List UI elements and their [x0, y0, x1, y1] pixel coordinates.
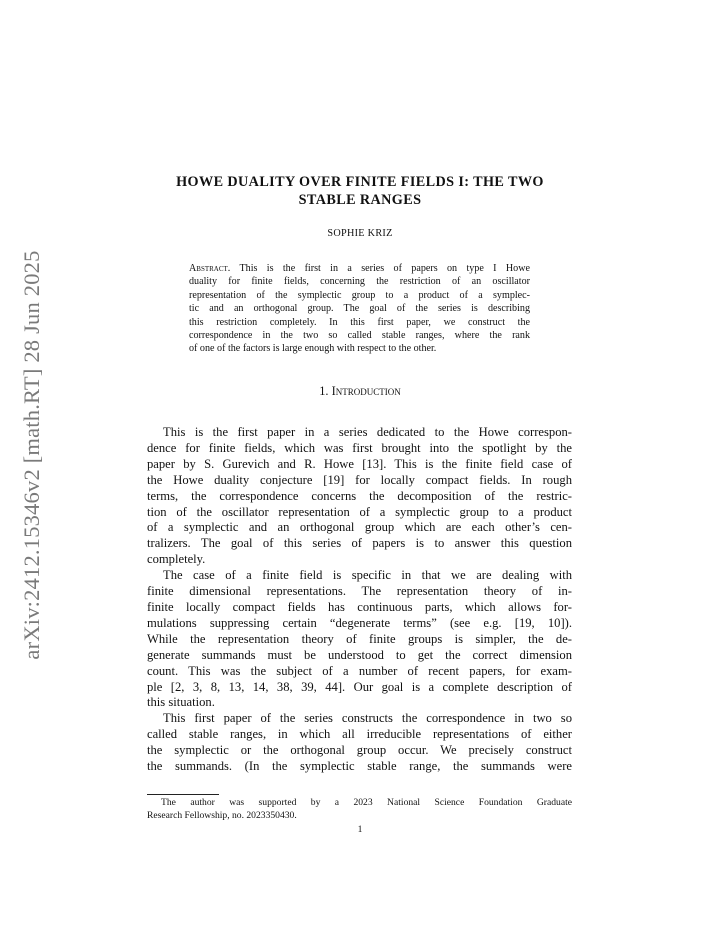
abstract-line: representation of the symplectic group to a product of a symplec-	[189, 289, 530, 301]
body-line: the symplectic or the orthogonal group occur. We precisely construct	[147, 743, 572, 758]
body-line: paper by S. Gurevich and R. Howe [13]. This is the finite field case of	[147, 456, 572, 471]
body-line: tion of the oscillator representation of a symplectic group to a product	[147, 504, 572, 519]
body-line: finite dimensional representations. The representation theory of in-	[147, 584, 572, 599]
abstract-label: Abstract.	[189, 263, 231, 274]
abstract-line	[189, 262, 530, 275]
introduction-body	[147, 425, 572, 775]
body-line: completely.	[147, 552, 206, 567]
section-heading	[148, 384, 572, 399]
body-line: finite locally compact fields has continuous parts, which allows for-	[147, 599, 572, 614]
abstract-line: duality for finite fields, concerning the restriction of an oscillator	[189, 276, 530, 288]
author-name: SOPHIE KRIZ	[327, 228, 393, 239]
body-line: count. This was the subject of a number of recent papers, for exam-	[147, 663, 572, 678]
abstract-line: tic and an orthogonal group. The goal of the series is describing	[189, 303, 530, 315]
body-line: ple [2, 3, 8, 13, 14, 38, 39, 44]. Our goal is a complete description of	[147, 679, 572, 694]
paper-title	[148, 173, 572, 209]
body-line: terms, the correspondence concerns the decomposition of the restric-	[147, 488, 572, 503]
title-line: STABLE RANGES	[298, 192, 422, 208]
body-line: While the representation theory of finite groups is simpler, the de-	[147, 631, 572, 646]
funding-footnote	[147, 797, 572, 822]
page-number: 1	[357, 824, 363, 835]
body-line: dence for finite fields, which was first brought into the spotlight by the	[147, 440, 572, 455]
arxiv-identifier-stamp: arXiv:2412.15346v2 [math.RT] 28 Jun 2025	[19, 250, 44, 660]
footnote-divider	[147, 794, 219, 795]
body-line: the summands. (In the symplectic stable range, the summands were	[147, 759, 572, 774]
body-line: the Howe duality conjecture [19] for locally compact fields. In rough	[147, 472, 572, 487]
section-number: 1.	[319, 384, 329, 398]
abstract-text: This is the first in a series of papers on type I Howe	[239, 263, 530, 274]
body-line: this situation.	[147, 695, 215, 710]
body-line: generate summands must be understood to get the correct dimension	[147, 647, 572, 662]
footnote-line: The author was supported by a 2023 National Science Foundation Graduate	[161, 797, 572, 808]
body-line: tralizers. The goal of this series of papers is to answer this question	[147, 536, 572, 551]
body-line: This is the first paper in a series dedicated to the Howe correspon-	[163, 425, 572, 439]
title-line: HOWE DUALITY OVER FINITE FIELDS I: THE TWO	[176, 174, 544, 190]
body-line: mulations suppressing certain “degenerate terms” (see e.g. [19, 10]).	[147, 615, 572, 630]
abstract-line: correspondence in the two so called stable ranges, where the rank	[189, 330, 530, 342]
body-line: called stable ranges, in which all irreducible representations of either	[147, 727, 572, 742]
abstract-line: this restriction completely. In this first paper, we construct the	[189, 316, 530, 328]
footnote-line: Research Fellowship, no. 2023350430.	[147, 809, 297, 821]
abstract-line: of one of the factors is large enough with respect to the other.	[189, 343, 437, 355]
body-line: This first paper of the series constructs the correspondence in two so	[163, 711, 572, 726]
body-line: The case of a finite field is specific in that we are dealing with	[163, 568, 572, 583]
section-title: Introduction	[331, 384, 401, 398]
body-line: of a symplectic and an orthogonal group which are each other’s cen-	[147, 520, 572, 535]
abstract-block	[189, 262, 530, 356]
